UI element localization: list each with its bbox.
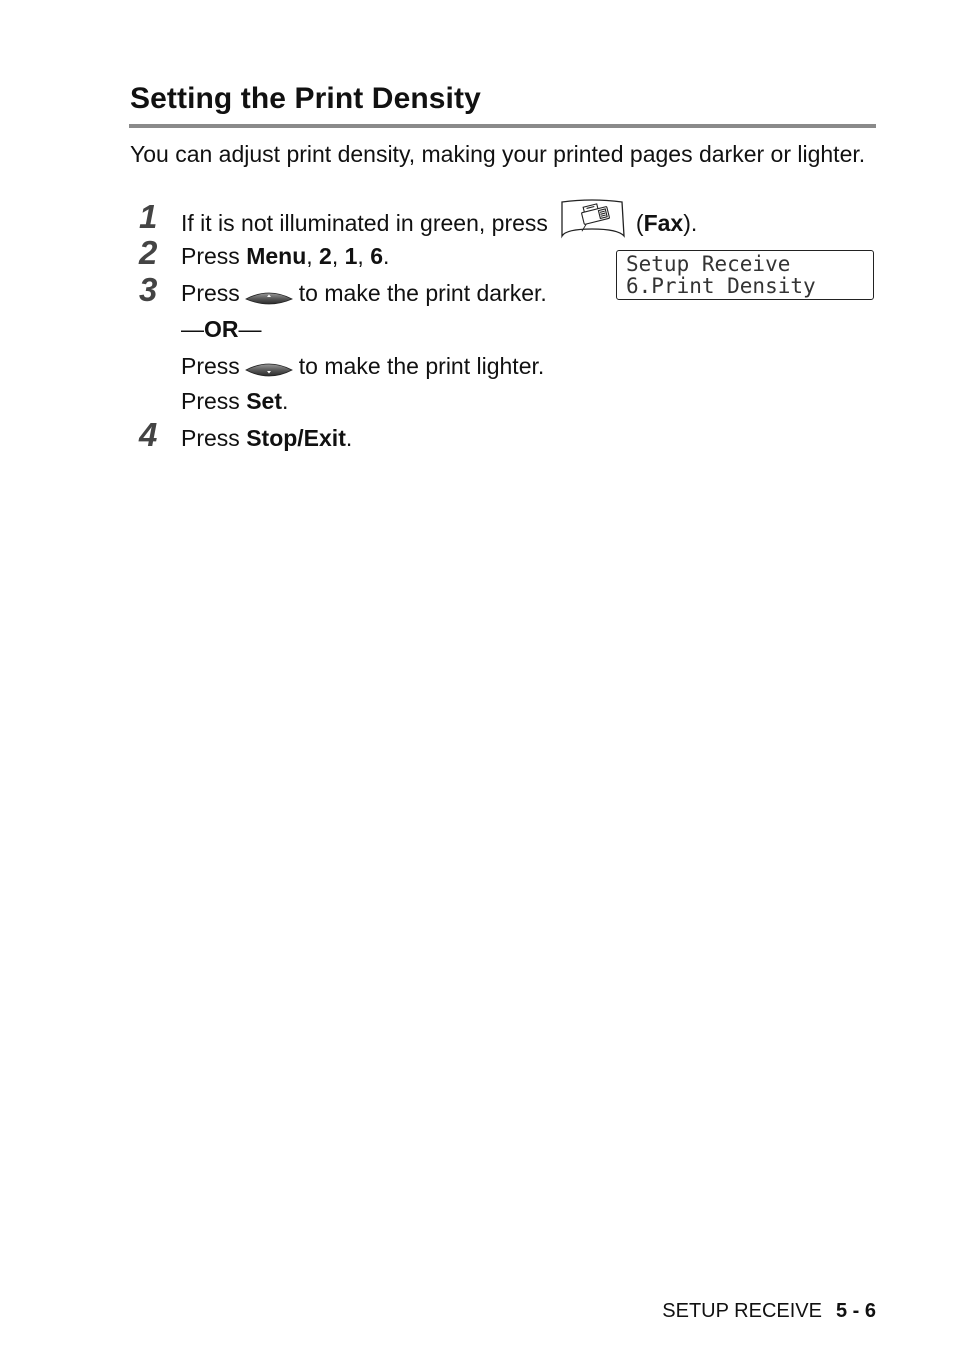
or-label: OR [204, 316, 239, 342]
dash-right: — [238, 316, 262, 342]
key-2: 2 [319, 243, 332, 269]
or-separator [181, 314, 262, 344]
separator: , [306, 243, 320, 269]
step-2-press: Press [181, 243, 240, 269]
dash-left: — [181, 316, 204, 342]
step-3-darker-text [181, 278, 547, 308]
title-underline [129, 124, 876, 128]
key-set: Set [246, 388, 282, 414]
footer-page-number: 5 - 6 [835, 1300, 876, 1322]
fax-open-paren: ( [635, 210, 644, 237]
fax-close-paren: ). [683, 210, 698, 237]
down-arrow-button-icon [245, 357, 293, 375]
step-4-text [181, 423, 352, 453]
lcd-display [616, 250, 874, 300]
darker-instruction: to make the print darker. [298, 280, 547, 306]
step-number-2: 2 [139, 234, 158, 271]
lighter-instruction: to make the print lighter. [298, 353, 545, 379]
step-1-text [181, 205, 697, 245]
step-4-press: Press [181, 425, 240, 451]
up-arrow-button-icon [245, 284, 293, 302]
intro-paragraph: You can adjust print density, making your printed pages darker or lighter. [130, 141, 866, 167]
lcd-line-2: 6.Print Density [626, 274, 816, 298]
period: . [281, 388, 289, 414]
page-title: Setting the Print Density [130, 82, 481, 115]
step-3-press-2: Press [181, 353, 240, 379]
lcd-line-1: Setup Receive [626, 252, 791, 276]
key-1: 1 [344, 243, 358, 269]
period: . [382, 243, 390, 269]
footer-section: SETUP RECEIVE [662, 1300, 822, 1322]
fax-button-icon [558, 199, 628, 239]
period: . [345, 425, 353, 451]
key-6: 6 [370, 243, 383, 269]
step-3-set-text [181, 386, 288, 416]
step-2-text [181, 241, 389, 271]
separator: , [331, 243, 345, 269]
step-number-3: 3 [139, 271, 158, 308]
fax-key-label: Fax [643, 210, 684, 237]
step-3-press: Press [181, 280, 240, 306]
step-3-press-3: Press [181, 388, 240, 414]
step-3-lighter-text [181, 351, 544, 381]
step-number-1: 1 [139, 198, 158, 235]
separator: , [357, 243, 371, 269]
step-number-4: 4 [139, 416, 158, 453]
step-1-instruction: If it is not illuminated in green, press [181, 210, 548, 237]
page-footer [662, 1300, 876, 1323]
key-stop-exit: Stop/Exit [246, 425, 346, 451]
key-menu: Menu [246, 243, 307, 269]
